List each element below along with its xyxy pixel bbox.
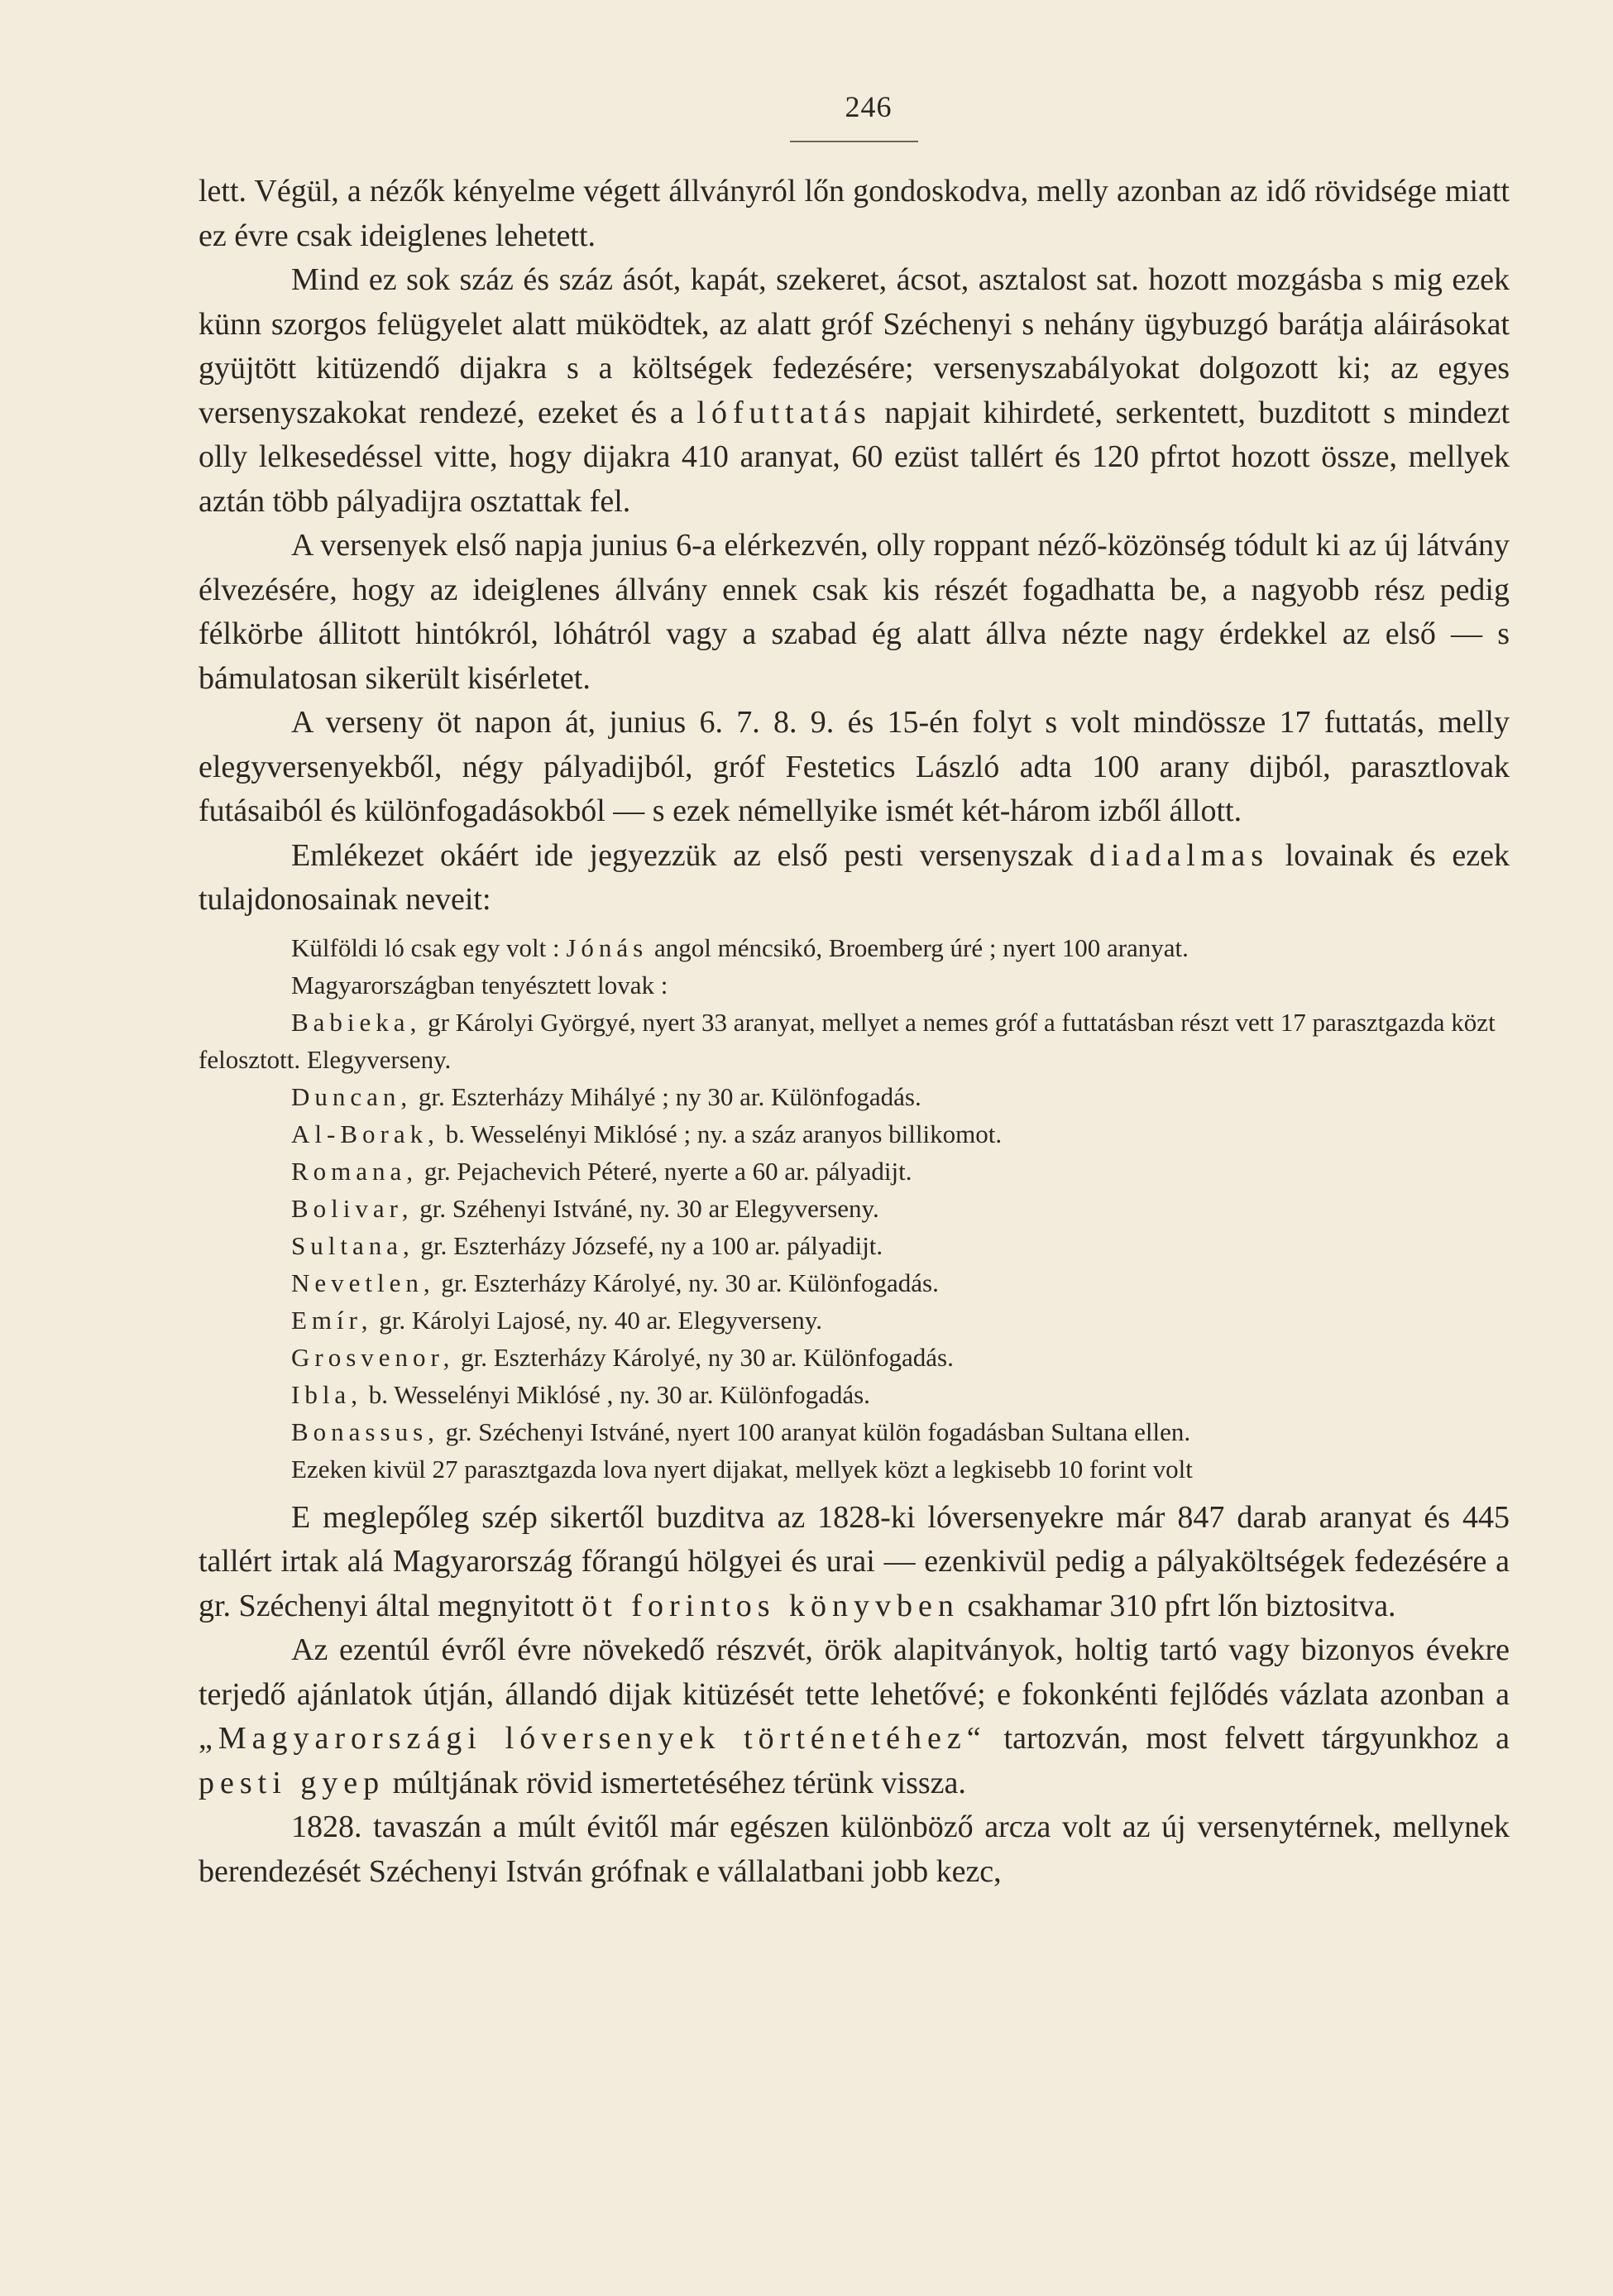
list-item: Grosvenor, gr. Eszterházy Károlyé, ny 30 ar. Különfogadás. <box>291 1342 954 1372</box>
list-item: Romana, gr. Pejachevich Péteré, nyerte a 60 ar. pályadijt. <box>291 1156 912 1186</box>
list-closing: Ezeken kivül 27 parasztgazda lova nyert dijakat, mellyek közt a legkisebb 10 forint volt <box>291 1454 1193 1484</box>
spaced-term: „Magyarországi lóversenyek történetéhez“ <box>199 1721 987 1756</box>
list-item: Ibla, b. Wesselényi Miklósé , ny. 30 ar. Különfogadás. <box>291 1379 870 1409</box>
spaced-term: pesti gyep <box>199 1765 385 1800</box>
list-item: Duncan, gr. Eszterházy Mihályé ; ny 30 ar. Különfogadás. <box>291 1081 921 1111</box>
list-item: Nevetlen, gr. Eszterházy Károlyé, ny. 30 ar. Különfogadás. <box>291 1268 939 1297</box>
paragraph-7: Az ezentúl évről évre növekedő részvét, örök alapitványok, holtig tartó vagy bizonyos évekre terjedő ajánlatok útján, állandó dijak kitüzését tette lehetővé; e fokonkénti fejlődés vázlata azonban a „Magyarországi lóversenyek történetéhez“ tartozván, most felvett tárgyunkhoz a pesti gyep múltjának rövid ismertetéséhez térünk vissza. <box>199 1632 1510 1800</box>
spaced-term: diadalmas <box>1089 837 1270 873</box>
page-number: 246 <box>845 90 893 123</box>
paragraph-2: Mind ez sok száz és száz ásót, kapát, szekeret, ácsot, asztalost sat. hozott mozgásba s mig ezek künn szorgos felügyelet alatt müködtek, az alatt gróf Széchenyi s nehány ügybuzgó barátja aláirásokat gyüjtött kitüzendő dijakra s a költségek fedezésére; versenyszabályokat dolgozott ki; az egyes versenyszakokat rendezé, ezeket és a lófuttatás napjait kihirdeté, serkentett, buzditott s mindezt olly lelkesedéssel vitte, hogy dijakra 410 aranyat, 60 ezüst tallért és 120 pfrtot hozott össze, mellyek aztán több pályadijra osztattak fel. <box>199 262 1510 519</box>
paragraph-5: Emlékezet okáért ide jegyezzük az első pesti versenyszak diadalmas lovainak és ezek tulajdonosainak neveit: <box>199 837 1510 917</box>
paragraph-8: 1828. tavaszán a múlt évitől már egészen különböző arcza volt az új versenytérnek, mellynek berendezését Széchenyi István grófnak e vállalatbani jobb kezc, <box>199 1809 1510 1889</box>
list-item: Al-Borak, b. Wesselényi Miklósé ; ny. a száz aranyos billikomot. <box>291 1119 1003 1148</box>
list-item: Bolivar, gr. Széhenyi Istváné, ny. 30 ar Elegyverseny. <box>291 1193 879 1223</box>
winners-list <box>199 929 1510 1488</box>
paragraph-4: A verseny öt napon át, junius 6. 7. 8. 9. és 15-én folyt s volt mindössze 17 futtatás, melly elegyversenyekből, négy pályadijból, gróf Festetics László adta 100 arany dijból, parasztlovak futásaiból és különfogadásokból — s ezek némellyike ismét két-három izből állott. <box>199 705 1510 828</box>
list-item-foreign: Külföldi ló csak egy volt : Jónás angol méncsikó, Broemberg úré ; nyert 100 aranyat. <box>291 932 1189 962</box>
list-item: Bonassus, gr. Széchenyi Istváné, nyert 100 aranyat külön fogadásban Sultana ellen. <box>291 1416 1191 1446</box>
paragraph-3: A versenyek első napja junius 6-a elérkezvén, olly roppant néző-közönség tódult ki az új látvány élvezésére, hogy az ideiglenes állvány ennek csak kis részét fogadhatta be, a nagyobb rész pedig félkörbe állitott hintókról, lóhátról vagy a szabad ég alatt állva nézte nagy érdekkel az első — s bámulatosan sikerült kisérletet. <box>199 528 1510 696</box>
list-item: Babieka, gr Károlyi Györgyé, nyert 33 aranyat, mellyet a nemes gróf a futtatásban részt vett 17 parasztgazda közt felosztott. Elegyverseny. <box>199 1007 1496 1074</box>
header-rule <box>790 141 918 142</box>
spaced-term: lófuttatás <box>696 395 872 430</box>
list-item: Sultana, gr. Eszterházy Józsefé, ny a 100 ar. pályadijt. <box>291 1230 883 1260</box>
paragraph-6: E meglepőleg szép sikertől buzditva az 1828-ki lóversenyekre már 847 darab aranyat és 445 tallért irtak alá Magyarország főrangú hölgyei és urai — ezenkivül pedig a pályaköltségek fedezésére a gr. Széchenyi által megnyitott öt forintos könyvben csakhamar 310 pfrt lőn biztositva. <box>199 1499 1510 1623</box>
list-item: Emír, gr. Károlyi Lajosé, ny. 40 ar. Elegyverseny. <box>291 1305 822 1335</box>
body-text <box>199 170 1510 1894</box>
spaced-term: öt forintos könyvben <box>582 1588 960 1623</box>
list-heading: Magyarországban tenyésztett lovak : <box>291 970 668 999</box>
paragraph-1: lett. Végül, a nézők kényelme végett állványról lőn gondoskodva, melly azonban az idő rövidsége miatt ez évre csak ideiglenes lehetett. <box>199 174 1510 253</box>
